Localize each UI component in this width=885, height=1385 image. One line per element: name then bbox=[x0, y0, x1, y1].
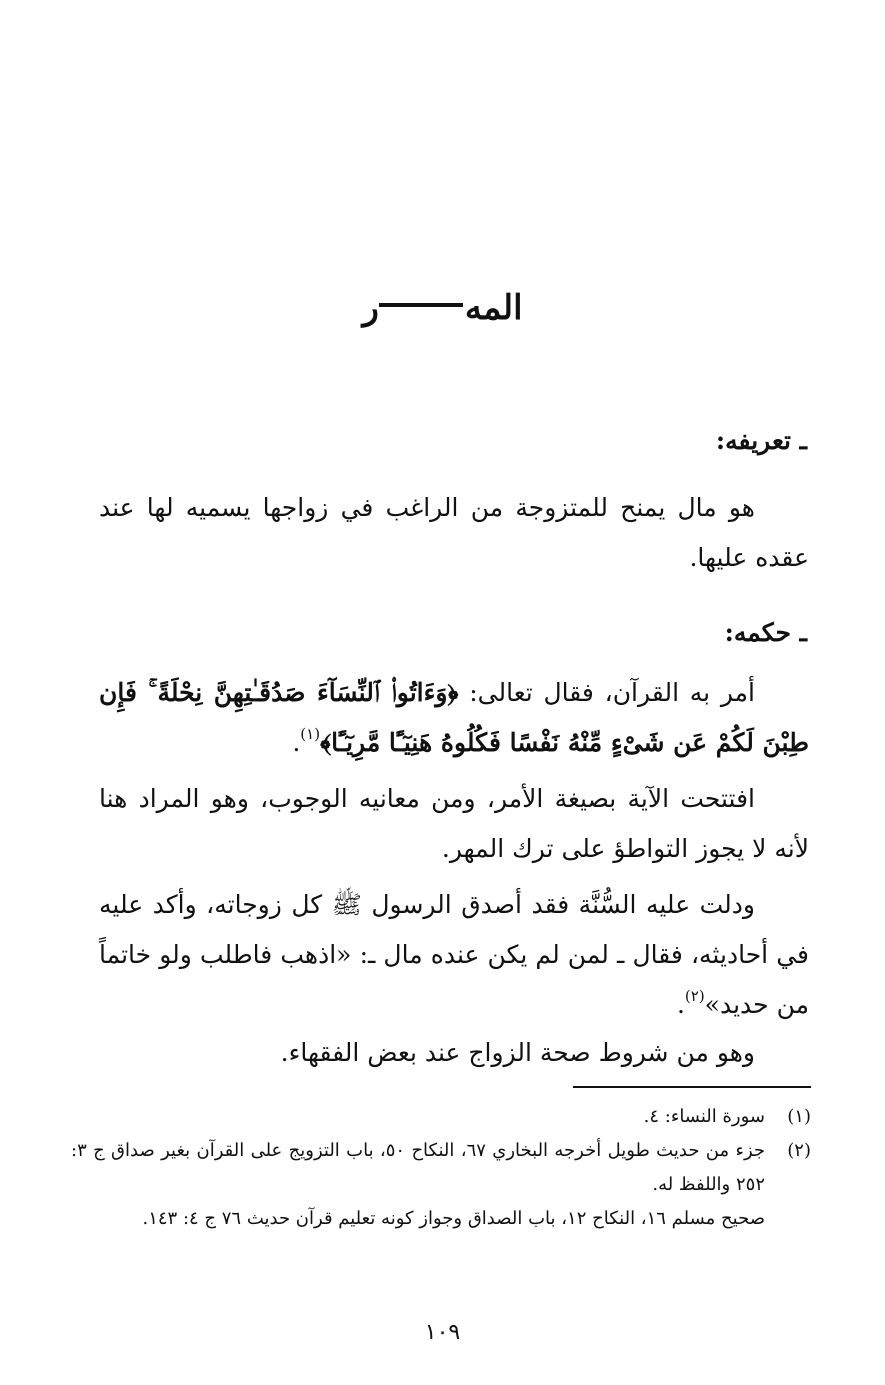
footnote-ref-1[interactable]: (١) bbox=[300, 725, 321, 743]
footnotes bbox=[71, 1100, 811, 1236]
definition-text: هو مال يمنح للمتزوجة من الراغب في زواجها يسميه لها عند عقده عليها. bbox=[99, 493, 809, 572]
footnote-number: (١) bbox=[787, 1106, 811, 1127]
footnote-text: جزء من حديث طويل أخرجه البخاري ٦٧، النكاح ٥٠، باب التزويج على القرآن بغير صداق ج ٣: ٢٥٢ واللفظ له. bbox=[71, 1140, 765, 1195]
footnote-text: سورة النساء: ٤. bbox=[643, 1106, 765, 1127]
title-tatweel-stroke bbox=[379, 303, 463, 307]
ruling-paragraph-condition bbox=[99, 1028, 809, 1078]
footnote-separator bbox=[573, 1086, 811, 1088]
chapter-title-tail: ر bbox=[362, 288, 379, 328]
footnote-1 bbox=[71, 1100, 811, 1134]
footnote-2-continuation: صحيح مسلم ١٦، النكاح ١٢، باب الصداق وجواز كونه تعليم قرآن حديث ٧٦ ج ٤: ١٤٣. bbox=[142, 1208, 765, 1229]
footnote-ref-2[interactable]: (٢) bbox=[684, 987, 705, 1005]
ruling-paragraph-command bbox=[99, 774, 809, 874]
quran-verse: ﴿وَءَاتُوا۟ ٱلنِّسَآءَ صَدُقَـٰتِهِنَّ نِحْلَةً ۚ فَإِن طِبْنَ لَكُمْ عَن شَىْءٍ مِّنْهُ نَفْسًا فَكُلُوهُ هَنِيٓـًٔا مَّرِيٓـًٔا﴾ bbox=[99, 678, 809, 757]
sunnah-text: ودلت عليه السُّنَّة فقد أصدق الرسول ﷺ كل زوجاته، وأكد عليه في أحاديثه، فقال ـ لمن لم يكن عنده مال ـ: «اذهب فاطلب ولو خاتماً من حديد» bbox=[99, 890, 809, 1019]
ruling-intro-text: أمر به القرآن، فقال تعالى: bbox=[458, 678, 755, 707]
condition-text: وهو من شروط صحة الزواج عند بعض الفقهاء. bbox=[280, 1038, 755, 1067]
footnote-number: (٢) bbox=[787, 1140, 811, 1161]
definition-paragraph bbox=[99, 483, 809, 583]
ruling-intro-end: . bbox=[292, 728, 301, 757]
footnote-2 bbox=[71, 1134, 811, 1202]
ruling-paragraph-quran bbox=[99, 668, 809, 768]
section-heading-definition: ـ تعريفه: bbox=[715, 426, 807, 455]
section-heading-ruling: ـ حكمه: bbox=[724, 618, 807, 647]
sunnah-end: . bbox=[676, 990, 685, 1019]
page-number: ١٠٩ bbox=[424, 1320, 461, 1345]
command-text: افتتحت الآية بصيغة الأمر، ومن معانيه الوجوب، وهو المراد هنا لأنه لا يجوز التواطؤ على ترك المهر. bbox=[99, 784, 809, 863]
chapter-title bbox=[0, 286, 885, 330]
ruling-paragraph-sunnah bbox=[99, 880, 809, 1030]
chapter-title-main: المه bbox=[464, 288, 523, 328]
